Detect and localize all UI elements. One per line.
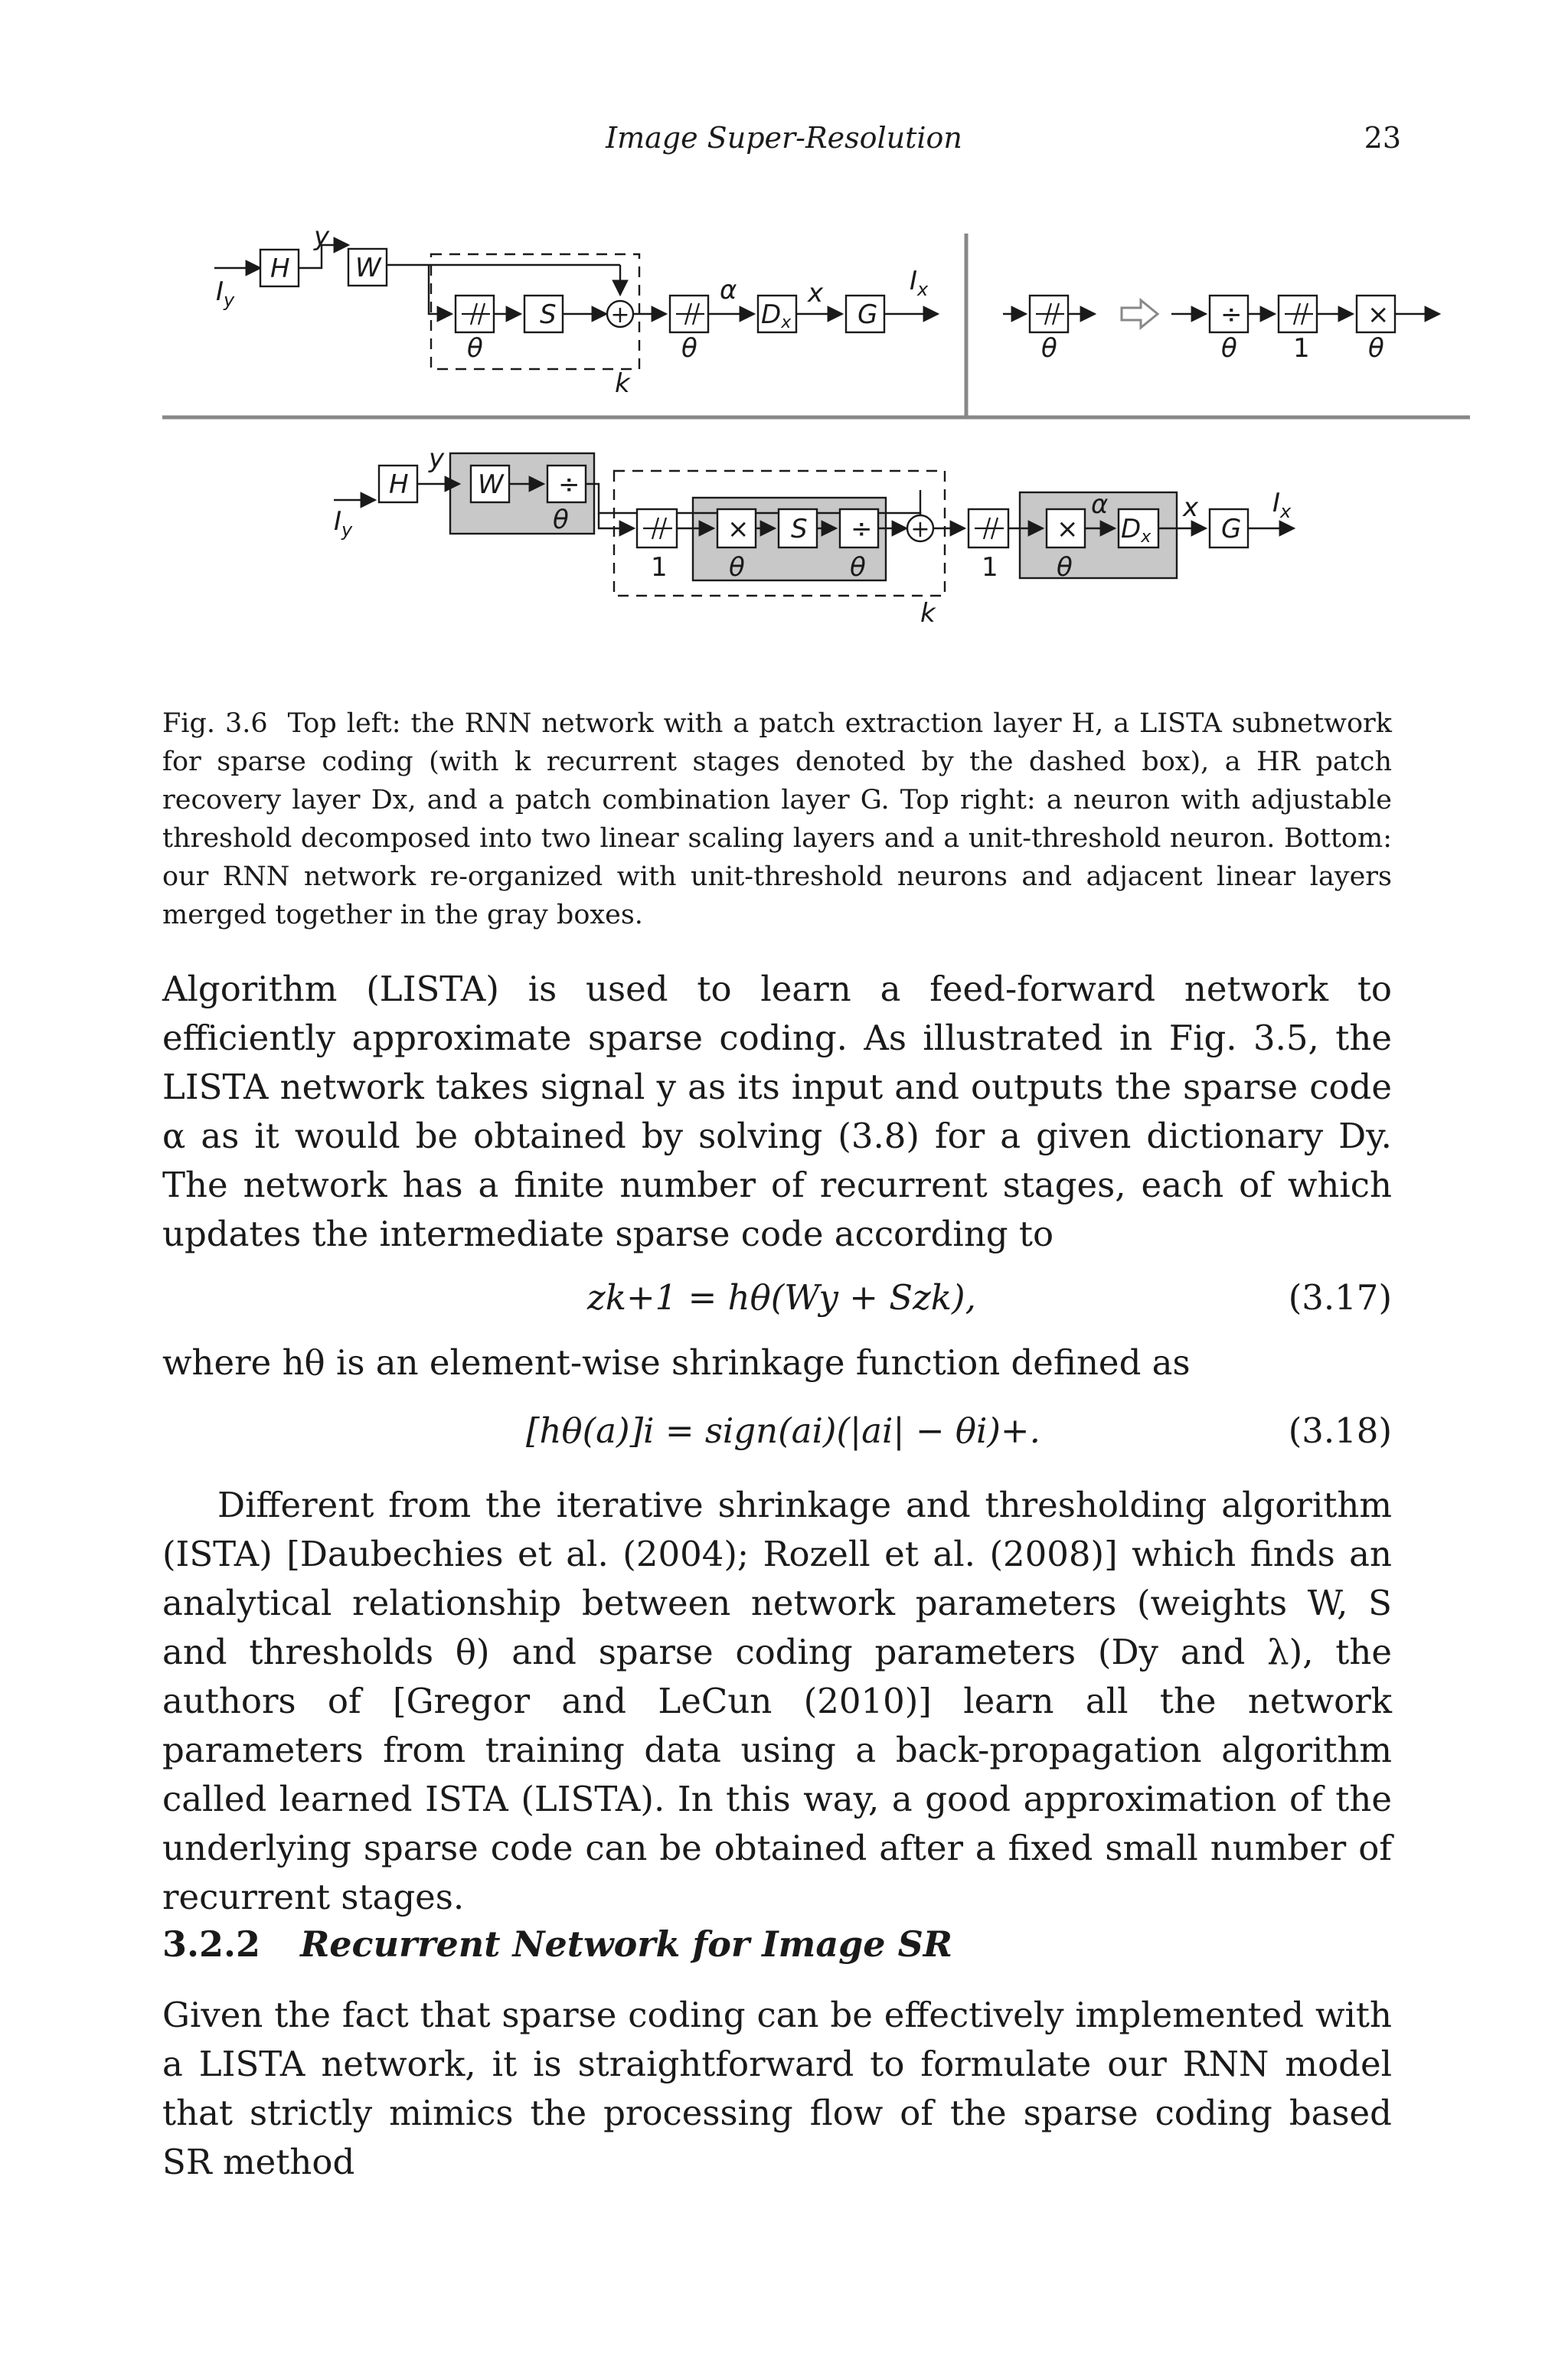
w-label: W [355,253,381,283]
s-label: S [791,514,808,544]
equation-3-17 [162,1277,1392,1326]
theta-label: θ [1221,333,1237,364]
multiply-glyph: × [1367,299,1390,330]
divide-glyph: ÷ [558,469,580,500]
input-label: $I_y$ [216,276,235,311]
one-label: 1 [982,552,998,583]
theta-label: θ [850,552,866,583]
multiply-glyph: × [727,514,750,544]
input-label: $I_y$ [334,506,353,541]
h-label: H [270,253,290,284]
multiply-glyph: × [1057,514,1079,544]
theta-label: θ [553,505,569,535]
equation-number: (3.18) [1288,1410,1392,1451]
alpha-label: α [1091,489,1109,520]
decompose-arrow-icon [1122,300,1158,328]
paragraph-1: Algorithm (LISTA) is used to learn a feed-forward network to efficiently approximate sparse coding. As illustrated in Fig. 3.5, the LISTA network takes signal y as its input and outputs the sparse code α as it would be obtained by solving (3.8) for a given dictionary Dy. The network has a finite number of recurrent stages, each of which updates the intermediate sparse code according to [162,969,1392,1254]
running-header-title: Image Super-Resolution [606,121,962,155]
one-label: 1 [1293,333,1310,364]
equation-number: (3.17) [1288,1277,1392,1318]
x-label: x [808,278,824,309]
y-label: y [314,221,330,252]
dx-label: Dx [1121,514,1152,547]
theta-label: θ [729,552,745,583]
theta-label: θ [467,333,483,364]
k-label: k [615,368,630,399]
output-label: $I_x$ [1272,488,1292,522]
theta-label: θ [1057,552,1073,583]
figure-caption [162,704,1392,934]
paragraph-3: Different from the iterative shrinkage and thresholding algorithm (ISTA) [Daubechies et al. (2004); Rozell et al. (2008)] which finds an analytical relationship between network parameters (weights W, S and thresholds θ) and sparse coding parameters (Dy and λ), the authors of [Gregor and LeCun (2010)] learn all the network parameters from training data using a back-propagation algorithm called learned ISTA (LISTA). In this way, a good approximation of the underlying sparse code can be obtained after a fixed small number of recurrent stages. [162,1485,1392,1917]
one-label: 1 [651,552,668,583]
equation-3-18 [162,1410,1392,1459]
caption-text: Top left: the RNN network with a patch extraction layer H, a LISTA subnetwork for sparse coding (with k recurrent stages denoted by the dashed box), a HR patch recovery layer Dx, and a patch combination layer G. Top right: a neuron with adjustable threshold decomposed into two linear scaling layers and a unit-threshold neuron. Bottom: our RNN network re-organized with unit-threshold neurons and adjacent linear layers merged together in the gray boxes. [162,708,1392,930]
equation-formula: [hθ(a)]i = sign(ai)(|ai| − θi)+. [526,1410,1040,1451]
theta-label: θ [1041,333,1057,364]
caption-label: Fig. 3.6 [162,708,268,739]
page-number: 23 [1364,121,1401,155]
divide-glyph: ÷ [851,514,873,544]
network-diagram [0,0,1568,689]
x-label: x [1183,492,1199,523]
equation-formula: zk+1 = hθ(Wy + Szk), [587,1277,976,1318]
g-label: G [858,299,878,330]
section-title: Recurrent Network for Image SR [300,1923,953,1965]
divide-glyph: ÷ [1220,299,1243,330]
h-label: H [389,469,409,500]
paragraph-4: Given the fact that sparse coding can be effectively implemented with a LISTA network, it is straightforward to formulate our RNN model that strictly mimics the processing flow of the sparse coding based SR method [162,1995,1392,2182]
y-label: y [429,443,445,474]
output-label: $I_x$ [910,266,929,300]
section-heading [162,1923,952,1965]
w-label: W [478,469,504,500]
alpha-label: α [720,275,737,306]
plus-glyph: + [610,302,630,328]
k-label: k [920,598,936,629]
g-label: G [1221,514,1242,544]
theta-label: θ [1368,333,1384,364]
s-label: S [540,299,557,330]
dx-label: Dx [761,299,792,332]
theta-label: θ [681,333,697,364]
section-number: 3.2.2 [162,1923,261,1965]
plus-glyph: + [910,516,930,543]
paragraph-2: where hθ is an element-wise shrinkage function defined as [162,1342,1191,1383]
